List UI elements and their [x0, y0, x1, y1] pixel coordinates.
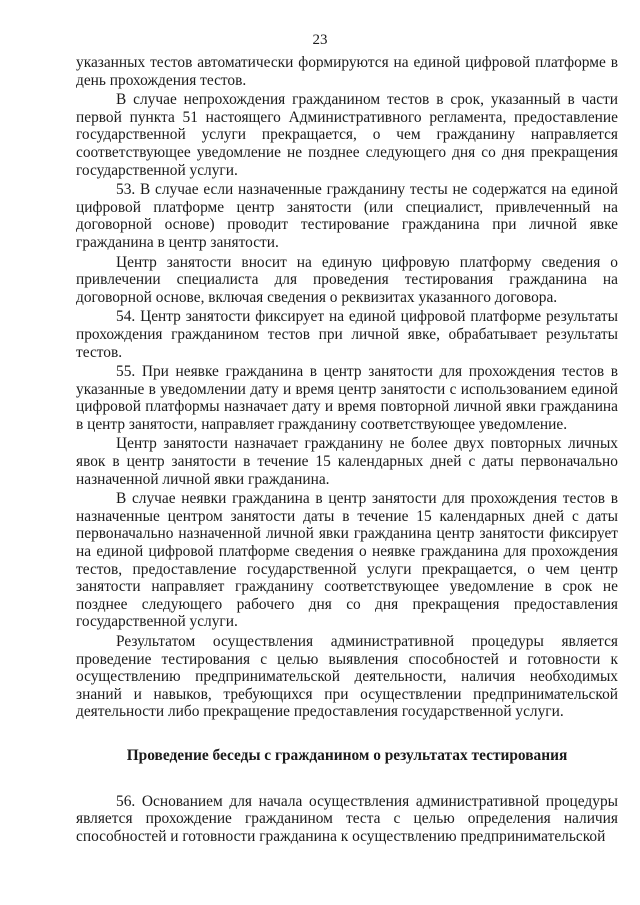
paragraph-56: 56. Основанием для начала осуществления административной процедуры является прохождение гражданином теста с целью определения наличия способностей и готовности гражданина к осуществлению предпринимательской: [76, 792, 618, 845]
paragraph-54: 54. Центр занятости фиксирует на единой цифровой платформе результаты прохождения гражданином тестов при личной явке, обрабатывает результаты тестов.: [76, 308, 618, 361]
section-heading: Проведение беседы с гражданином о результатах тестирования: [126, 746, 568, 764]
page-number: 23: [312, 32, 328, 48]
paragraph-nonpassage-termination: В случае непрохождения гражданином тестов в срок, указанный в части первой пункта 51 настоящего Административного регламента, предоставление государственной услуги прекращается, о чем гражданину направляется соответствующее уведомление не позднее следующего дня со дня прекращения государственной услуги.: [76, 91, 618, 179]
paragraph-53: 53. В случае если назначенные гражданину тесты не содержатся на единой цифровой платформе центр занятости (или специалист, привлеченный на договорной основе) проводит тестирование гражданина при личной явке гражданина в центр занятости.: [76, 181, 618, 251]
paragraph-repeat-visits: Центр занятости назначает гражданину не более двух повторных личных явок в центр занятости в течение 15 календарных дней с даты первоначально назначенной личной явки гражданина.: [76, 435, 618, 488]
document-body: [76, 54, 618, 847]
paragraph-specialist-info: Центр занятости вносит на единую цифровую платформу сведения о привлечении специалиста для проведения тестирования гражданина на договорной основе, включая сведения о реквизитах указанного договора.: [76, 253, 618, 306]
paragraph-continuation: указанных тестов автоматически формируются на единой цифровой платформе в день прохождения тестов.: [76, 54, 618, 89]
paragraph-nonappearance: В случае неявки гражданина в центр занятости для прохождения тестов в назначенные центром занятости даты в течение 15 календарных дней с даты первоначально назначенной личной явки гражданина центр занятости фиксирует на единой цифровой платформе сведения о неявке гражданина для прохождения тестов, предоставление государственной услуги прекращается, о чем центр занятости направляет гражданину соответствующее уведомление в срок не позднее следующего рабочего дня со дня прекращения предоставления государственной услуги.: [76, 490, 618, 631]
paragraph-55: 55. При неявке гражданина в центр занятости для прохождения тестов в указанные в уведомлении дату и время центр занятости с использованием единой цифровой платформы назначает дату и время повторной личной явки гражданина в центр занятости, направляет гражданину соответствующее уведомление.: [76, 363, 618, 433]
paragraph-procedure-result: Результатом осуществления административной процедуры является проведение тестирования с целью выявления способностей и готовности к осуществлению предпринимательской деятельности, наличия необходимых знаний и навыков, требующихся при осуществлении предпринимательской деятельности либо прекращение предоставления государственной услуги.: [76, 633, 618, 721]
